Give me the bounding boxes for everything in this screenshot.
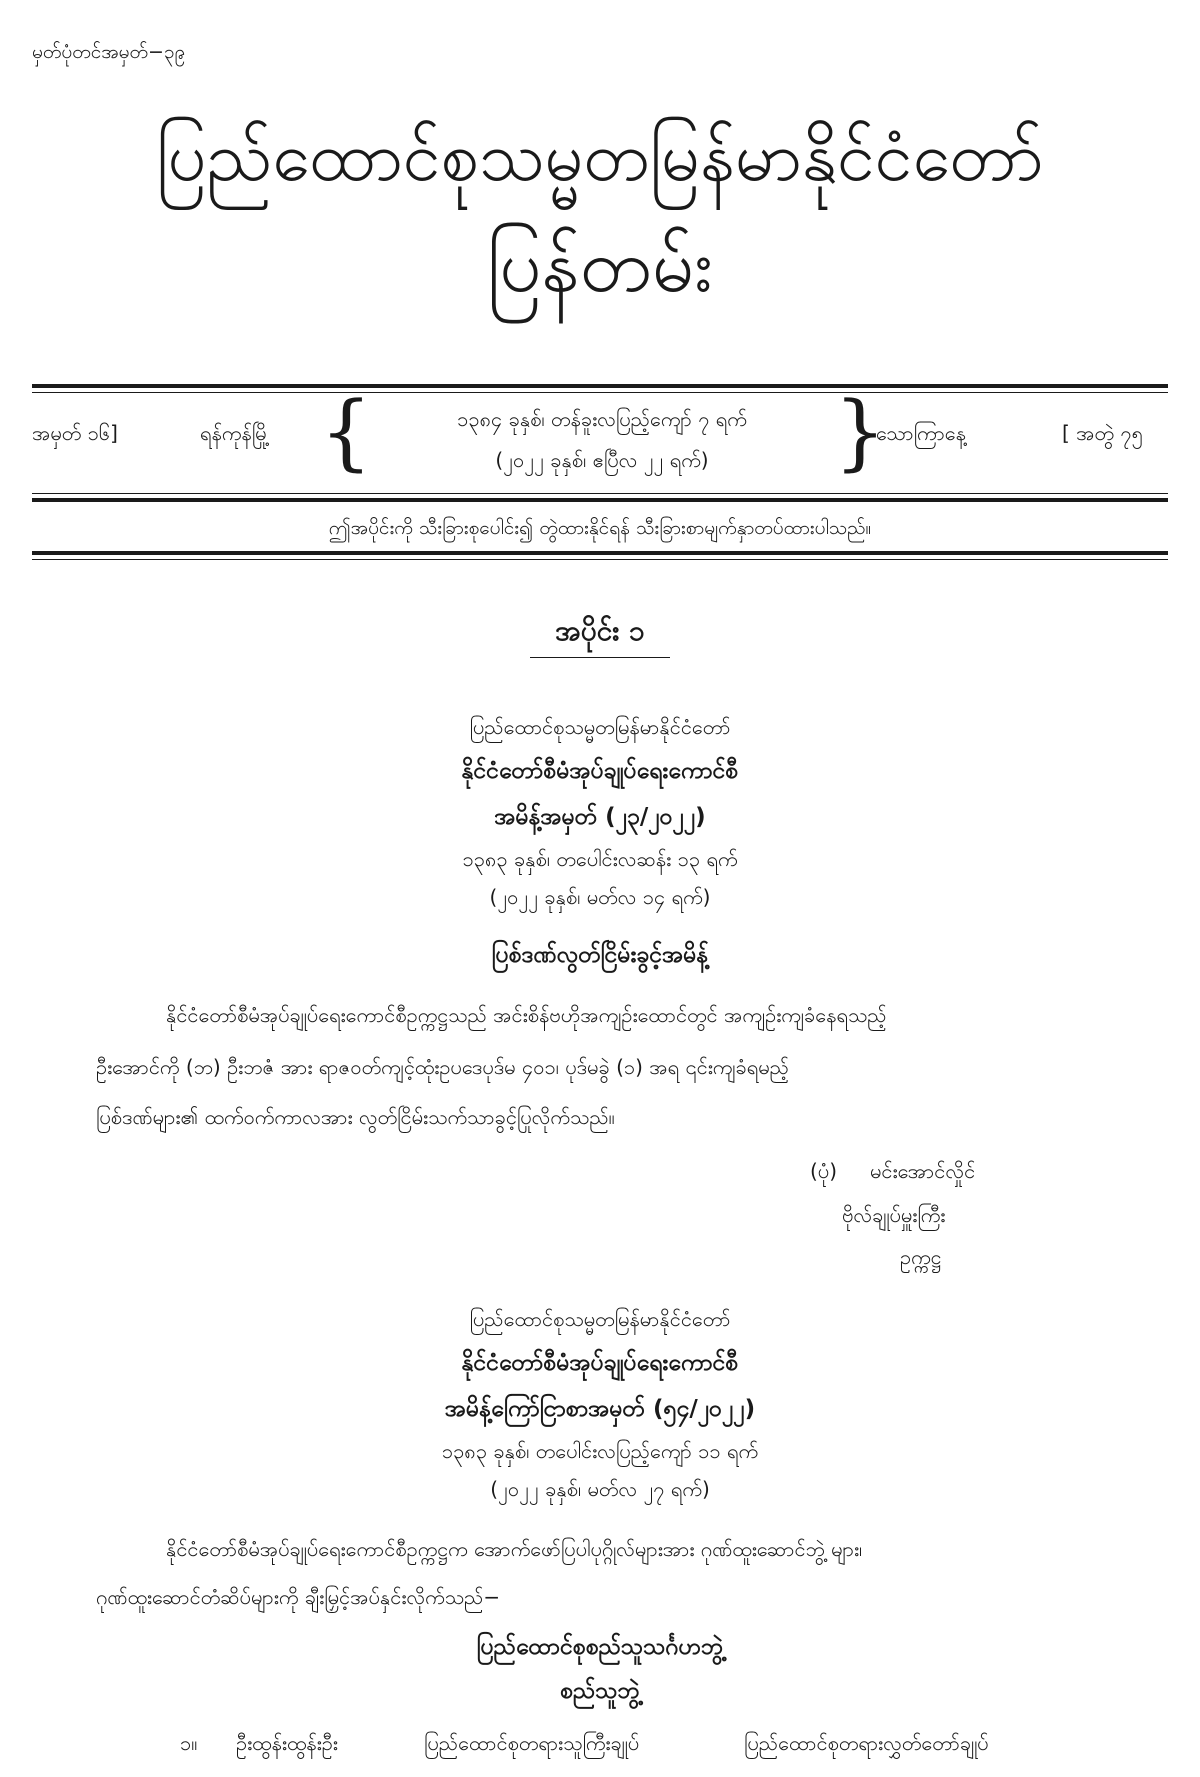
middle-rule-thin [32,493,1168,494]
award-row-position: ပြည်ထောင်စုတရားသူကြီးချုပ် [424,1731,640,1755]
order2-body-line: နိုင်ငံတော်စီမံအုပ်ချုပ်ရေးကောင်စီဥက္ကဋ္ဌက အောက်ဖော်ပြပါပုဂ္ဂိုလ်များအား ဂုဏ်ထူးဆောင်ဘွဲ့ များ၊ [166,1537,863,1561]
order2-award-title: ပြည်ထောင်စုစည်သူသင်္ဂဟဘွဲ့ [476,1634,724,1660]
order1-body-line: နိုင်ငံတော်စီမံအုပ်ချုပ်ရေးကောင်စီဥက္ကဋ္ဌသည် အင်းစိန်ဗဟိုအကျဉ်းထောင်တွင် အကျဉ်းကျခံနေရသည့် [166,1003,887,1027]
award-row-position-detail: ပြည်ထောင်စုတရားလွှတ်တော်ချုပ် [744,1731,989,1755]
weekday: သောကြာနေ့ [876,421,966,445]
issue-date-gregorian: (၂၀၂၂ ခုနှစ်၊ ဧပြီလ ၂၂ ရက်) [495,448,709,472]
order2-number: အမိန့်ကြော်ငြာစာအမှတ် (၅၄/၂၀၂၂) [444,1396,756,1422]
registration-number: မှတ်ပုံတင်အမှတ်−၃၉ [32,41,186,63]
part-title: အပိုင်း ၁ [555,614,645,647]
order1-body-line: ပြစ်ဒဏ်များ၏ ထက်ဝက်ကာလအား လွတ်ငြိမ်းသက်သာခွင့်ပြုလိုက်သည်။ [96,1105,615,1129]
part-title-underline [530,657,670,658]
award-row-name: ဦးထွန်းထွန်းဦး [236,1731,338,1755]
top-rule-thin [32,392,1168,393]
top-rule-thick [32,384,1168,388]
bottom-rule-thin [32,559,1168,560]
order1-signed-mark: (ပုံ) [810,1159,838,1183]
order1-date-myanmar: ၁၃၈၃ ခုနှစ်၊ တပေါင်းလဆန်း ၁၃ ရက် [462,847,738,871]
issue-date-myanmar: ၁၃၈၄ ခုနှစ်၊ တန်ခူးလပြည့်ကျော် ၇ ရက် [457,407,747,431]
separation-notice: ဤအပိုင်းကို သီးခြားစုပေါင်း၍ တွဲထားနိုင်ရန် သီးခြားစာမျက်နှာတပ်ထားပါသည်။ [328,517,872,539]
order1-signatory-title: ဥက္ကဋ္ဌ [900,1245,942,1269]
award-row-number: ၁။ [180,1731,198,1755]
order1-country: ပြည်ထောင်စုသမ္မတမြန်မာနိုင်ငံတော် [469,715,731,739]
order2-council: နိုင်ငံတော်စီမံအုပ်ချုပ်ရေးကောင်စီ [461,1350,739,1376]
order1-signatory-rank: ဗိုလ်ချုပ်မှူးကြီး [842,1203,946,1227]
issue-number: အမှတ် ၁၆] [32,421,118,445]
city: ရန်ကုန်မြို့ [200,421,270,445]
order2-award-subtitle: စည်သူဘွဲ့ [560,1678,640,1704]
order1-heading: ပြစ်ဒဏ်လွတ်ငြိမ်းခွင့်အမိန့် [491,942,709,968]
order1-signatory-name: မင်းအောင်လှိုင် [870,1159,976,1183]
left-brace: { [320,385,373,480]
right-brace: } [834,385,887,480]
gazette-country-title: ပြည်ထောင်စုသမ္မတမြန်မာနိုင်ငံတော် [156,118,1044,197]
order1-council: နိုင်ငံတော်စီမံအုပ်ချုပ်ရေးကောင်စီ [461,758,739,784]
order2-country: ပြည်ထောင်စုသမ္မတမြန်မာနိုင်ငံတော် [469,1307,731,1331]
order2-date-myanmar: ၁၃၈၃ ခုနှစ်၊ တပေါင်းလပြည့်ကျော် ၁၁ ရက် [441,1439,759,1463]
order1-body-line: ဦးအောင်ကို (ဘ) ဦးဘဇံ အား ရာဇဝတ်ကျင့်ထုံးဥပဒေပုဒ်မ ၄၀၁၊ ပုဒ်မခွဲ (၁) အရ ၎င်းကျခံရမည့် [96,1055,789,1079]
order1-number: အမိန့်အမှတ် (၂၃/၂၀၂၂) [494,804,706,830]
middle-rule-thick [32,498,1168,502]
volume-number: [ အတွဲ ၇၅ [1062,421,1143,445]
order2-date-gregorian: (၂၀၂၂ ခုနှစ်၊ မတ်လ ၂၇ ရက်) [490,1477,710,1501]
gazette-title: ပြန်တမ်း [486,223,714,309]
order1-date-gregorian: (၂၀၂၂ ခုနှစ်၊ မတ်လ ၁၄ ရက်) [489,885,711,909]
bottom-rule-thick [32,551,1168,555]
order2-body-line: ဂုဏ်ထူးဆောင်တံဆိပ်များကို ချီးမြှင့်အပ်နှင်းလိုက်သည်− [96,1585,501,1609]
